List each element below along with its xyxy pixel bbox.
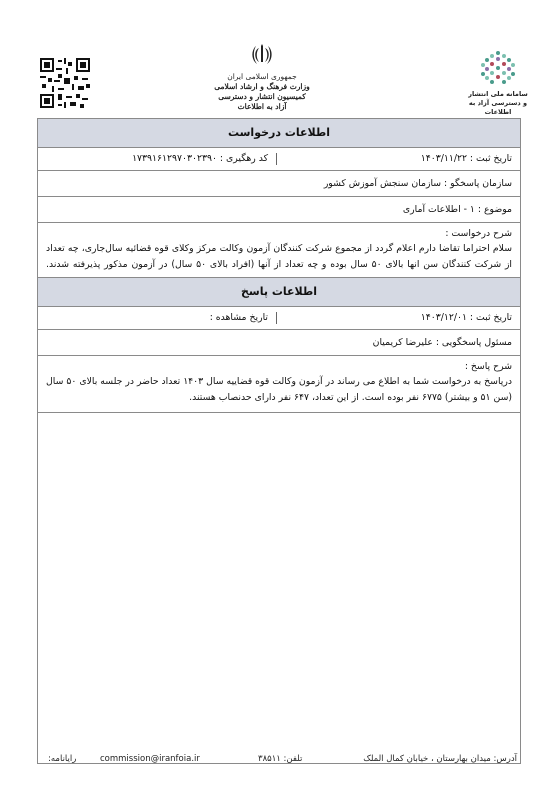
request-desc-row	[38, 223, 520, 279]
footer-phone: تلفن: ۳۸۵۱۱	[258, 754, 303, 764]
responding-org: سازمان پاسخگو : سازمان سنجش آموزش کشور	[323, 178, 512, 189]
emblem-line-3: کمیسیون انتشار و دسترسی آزاد به اطلاعات	[218, 92, 306, 111]
divider	[276, 153, 277, 165]
emblem-line-1: جمهوری اسلامی ایران	[227, 72, 297, 81]
request-section-header: اطلاعات درخواست	[38, 119, 520, 148]
iran-emblem-icon	[251, 42, 273, 68]
divider	[276, 312, 277, 324]
foia-logo-block	[458, 50, 538, 117]
response-desc-text: درپاسخ به درخواست شما به اطلاع می رساند در آزمون وکالت قوه قضاییه سال ۱۴۰۳ تعداد حاضر در جلسه بالای ۵۰ سال (سن ۵۱ و بیشتر) ۶۷۷۵ نفر بوده است. از این تعداد، ۶۴۷ نفر دارای حدنصاب هستند.	[46, 376, 513, 403]
tracking-code: کد رهگیری : ۱۷۳۹۱۶۱۲۹۷۰۳۰۲۳۹۰	[132, 153, 268, 164]
logo-line-2: و دسترسی آزاد به اطلاعات	[468, 99, 528, 116]
view-date: تاریخ مشاهده :	[209, 312, 268, 323]
response-desc-row	[38, 356, 520, 413]
iran-emblem-block	[212, 42, 312, 112]
footer-email-label: رایانامه:	[48, 754, 77, 764]
foia-dots-logo-icon	[478, 50, 518, 86]
response-desc-label: شرح پاسخ :	[464, 361, 512, 372]
response-reg-date: تاریخ ثبت : ۱۴۰۳/۱۲/۰۱	[420, 312, 512, 323]
response-responsible-row	[38, 330, 520, 356]
emblem-line-2: وزارت فرهنگ و ارشاد اسلامی	[214, 82, 310, 91]
request-meta-row	[38, 148, 520, 171]
footer-email[interactable]: commission@iranfoia.ir	[100, 754, 200, 764]
footer-address: آدرس: میدان بهارستان ، خیابان کمال الملک	[363, 754, 517, 764]
response-responsible: مسئول پاسخگویی : علیرضا کریمیان	[372, 337, 512, 348]
request-desc-label: شرح درخواست :	[445, 228, 512, 239]
request-reg-date: تاریخ ثبت : ۱۴۰۳/۱۱/۲۲	[420, 153, 512, 164]
request-desc-text: سلام احتراما تقاضا دارم اعلام گردد از مجموع شرکت کنندگان آزمون وکالت مرکز وکلای قوه قضائیه سال‌جاری، چه تعداد از شرکت کنندگان سن انها بالای ۵۰ سال بوده و چه تعداد از آنها (افراد بالای ۵۰ سال) در آزمون مذکور پذیرفته شدند.	[46, 243, 513, 270]
info-frame	[37, 118, 521, 764]
logo-line-1: سامانه ملی انتشار	[468, 90, 528, 98]
response-meta-row	[38, 307, 520, 330]
request-subject: موضوع : ۱ - اطلاعات آماری	[402, 204, 512, 215]
qr-code	[40, 58, 90, 108]
response-section-header: اطلاعات پاسخ	[38, 277, 520, 307]
request-subject-row	[38, 197, 520, 223]
request-org-row	[38, 171, 520, 197]
